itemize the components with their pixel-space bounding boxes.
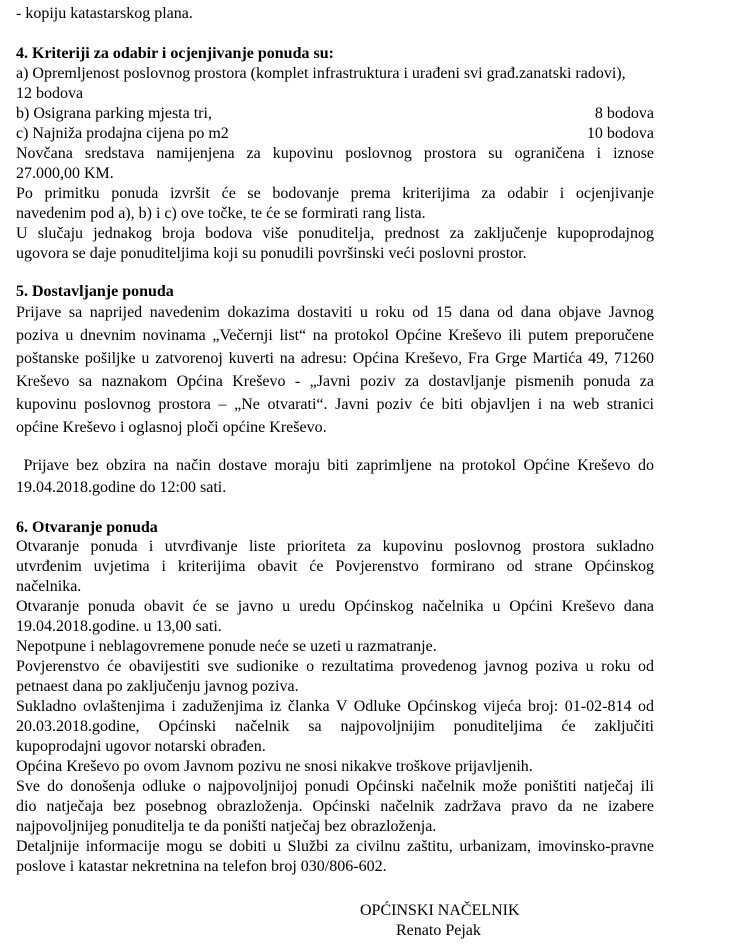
s5-p1-line: općine Kreševo i oglasnoj ploči općine Kreševo. <box>16 419 327 436</box>
s6-p2-line: 19.04.2018.godine. u 13,00 sati. <box>16 618 222 635</box>
criterion-c-points: 10 bodova <box>586 125 654 142</box>
s6-p7-line: Sve do donošenja odluke o najpovoljnijoj ponudi Općinski načelnik može poništiti natječaj ili <box>16 778 654 795</box>
s4-p2-line: Po primitku ponuda izvršit će se bodovanje prema kriterijima za odabir i ocjenjivanje <box>16 185 654 202</box>
s4-p1-line: Novčana sredstava namijenjena za kupovinu poslovnog prostora su ograničena i iznose <box>16 145 654 162</box>
s5-p1-line: Kreševo sa naznakom Općina Kreševo - „Javni poziv za dostavljanje pismenih ponuda za <box>16 373 654 390</box>
s5-p2-line: 19.04.2018.godine do 12:00 sati. <box>16 479 227 496</box>
criterion-a-line1: a) Opremljenost poslovnog prostora (komplet infrastruktura i urađeni svi građ.zanatski radovi), <box>16 65 626 82</box>
criterion-b-points: 8 bodova <box>594 105 654 122</box>
s6-p8-line: poslove i katastar nekretnina na telefon broj 030/806-602. <box>16 858 387 875</box>
s6-p4-line: Povjerenstvo će obavijestiti sve sudionike o rezultatima provedenog javnog poziva u roku od <box>16 658 654 675</box>
intro-line: - kopiju katastarskog plana. <box>16 5 193 22</box>
s4-p2-line: navedenim pod a), b) i c) ove točke, te će se formirati rang lista. <box>16 205 426 222</box>
s6-p7-line: najpovoljnijeg ponuditelja te da poništi natječaj bez obrazloženja. <box>16 818 437 835</box>
s6-p7-line: dio natječaja bez posebnog obrazloženja. Općinski načelnik zadržava pravo da ne izabere <box>16 798 654 815</box>
s6-p6-line: Općina Kreševo po ovom Javnom pozivu ne snosi nikakve troškove prijavljenih. <box>16 758 533 775</box>
criterion-c <box>16 124 654 144</box>
section-6-heading: 6. Otvaranje ponuda <box>16 519 158 536</box>
criterion-c-label: c) Najniža prodajna cijena po m2 <box>16 125 229 142</box>
s6-p5-line: 20.03.2018.godine, Općinski načelnik sa najpovoljnijim ponuditeljima će zaključiti <box>16 718 654 735</box>
s5-p1-line: kupovinu poslovnog prostora – „Ne otvarati“. Javni poziv će biti objavljen i na web stranici <box>16 396 654 413</box>
criterion-b-label: b) Osigrana parking mjesta tri, <box>16 105 212 122</box>
s5-p2-line: Prijave bez obzira na način dostave moraju biti zaprimljene na protokol Općine Kreševo do <box>16 457 654 474</box>
s6-p4-line: petnaest dana po zaključenju javnog poziva. <box>16 678 299 695</box>
s5-p1-line: Prijave sa naprijed navedenim dokazima dostaviti u roku od 15 dana od dana objave Javnog <box>16 304 654 321</box>
s6-p2-line: Otvaranje ponuda obavit će se javno u uredu Općinskog načelnika u Općini Kreševo dana <box>16 598 654 615</box>
criterion-a-line2: 12 bodova <box>16 85 84 102</box>
s6-p5-line: kupoprodajni ugovor notarski obrađen. <box>16 738 266 755</box>
s6-p8-line: Detaljnije informacije mogu se dobiti u Službi za civilnu zaštitu, urbanizam, imovinsko-pravne <box>16 838 654 855</box>
section-5-heading: 5. Dostavljanje ponuda <box>16 283 174 300</box>
s4-p3-line: ugovora se daje ponuditeljima koji su ponudili površinski veći poslovni prostor. <box>16 245 527 262</box>
s6-p5-line: Sukladno ovlaštenjima i zaduženjima iz članka V Odluke Općinskog vijeća broj: 01-02-814 od <box>16 698 654 715</box>
s6-p1-line: utvrđenim uvjetima i kriterijima obavit će Povjerenstvo formirano od strane Općinskog <box>16 558 654 575</box>
criterion-b <box>16 104 654 124</box>
s5-p1-line: poziva u dnevnim novinama „Večernji list“ na protokol Općine Kreševo ili putem preporučene <box>16 327 654 344</box>
s4-p1-line: 27.000,00 KM. <box>16 165 114 182</box>
s6-p1-line: načelnika. <box>16 578 82 595</box>
signature-title: OPĆINSKI NAČELNIK <box>360 902 520 919</box>
s4-p3-line: U slučaju jednakog broja bodova više ponuditelja, prednost za zaključenje kupoprodajnog <box>16 225 654 242</box>
section-4-heading: 4. Kriteriji za odabir i ocjenjivanje ponuda su: <box>16 45 334 62</box>
s6-p1-line: Otvaranje ponuda i utvrđivanje liste prioriteta za kupovinu poslovnog prostora sukladno <box>16 538 654 555</box>
s5-p1-line: poštanske pošiljke u zatvorenoj kuverti na adresu: Općina Kreševo, Fra Grge Martića 49, 71260 <box>16 350 654 367</box>
signature-name: Renato Pejak <box>396 922 481 939</box>
s6-p3-line: Nepotpune i neblagovremene ponude neće se uzeti u razmatranje. <box>16 638 437 655</box>
